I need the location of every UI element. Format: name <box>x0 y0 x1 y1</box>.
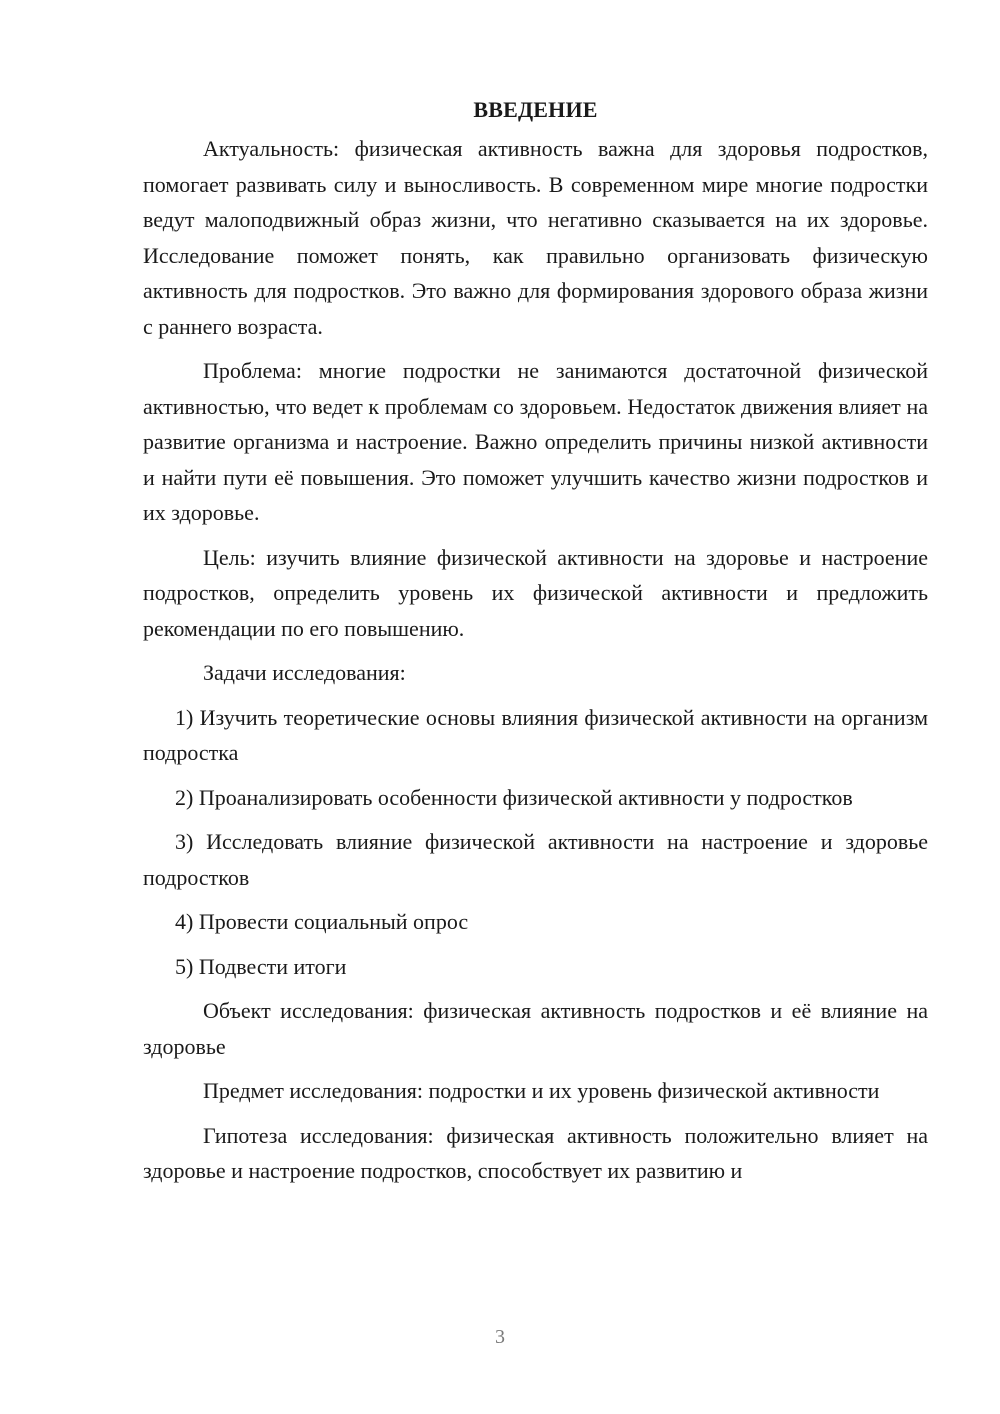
list-item: 5) Подвести итоги <box>175 953 347 979</box>
paragraph-relevance: Актуальность: физическая активность важна для здоровья подростков, помогает развивать силу и выносливость. В современном мире многие подростки ведут малоподвижный образ жизни, что негативно сказывается на их здоровье. Исследование поможет понять, как правильно организовать физическую активность для подростков. Это важно для формирования здорового образа жизни с раннего возраста. <box>143 136 928 339</box>
paragraph-goal: Цель: изучить влияние физической активности на здоровье и настроение подростков, определить уровень их физической активности и предложить рекомендации по его повышению. <box>143 544 928 641</box>
paragraph-hypothesis: Гипотеза исследования: физическая активность положительно влияет на здоровье и настроение подростков, способствует их развитию и <box>143 1122 928 1183</box>
list-item: 2) Проанализировать особенности физической активности у подростков <box>175 784 853 810</box>
list-item: 3) Исследовать влияние физической активности на настроение и здоровье подростков <box>143 829 928 890</box>
document-title: ВВЕДЕНИЕ <box>473 97 598 122</box>
list-item: 1) Изучить теоретические основы влияния физической активности на организм подростка <box>143 704 928 765</box>
document-page <box>143 92 928 1189</box>
paragraph-problem: Проблема: многие подростки не занимаются достаточной физической активностью, что ведет к проблемам со здоровьем. Недостаток движения влияет на развитие организма и настроение. Важно определить причины низкой активности и найти пути её повышения. Это поможет улучшить качество жизни подростков и их здоровье. <box>143 358 928 525</box>
paragraph-subject: Предмет исследования: подростки и их уровень физической активности <box>203 1078 880 1103</box>
list-item: 4) Провести социальный опрос <box>175 909 469 934</box>
page-number: 3 <box>495 1326 505 1348</box>
tasks-heading: Задачи исследования: <box>203 660 406 685</box>
tasks-list <box>143 700 928 985</box>
paragraph-object: Объект исследования: физическая активность подростков и её влияние на здоровье <box>143 998 928 1059</box>
